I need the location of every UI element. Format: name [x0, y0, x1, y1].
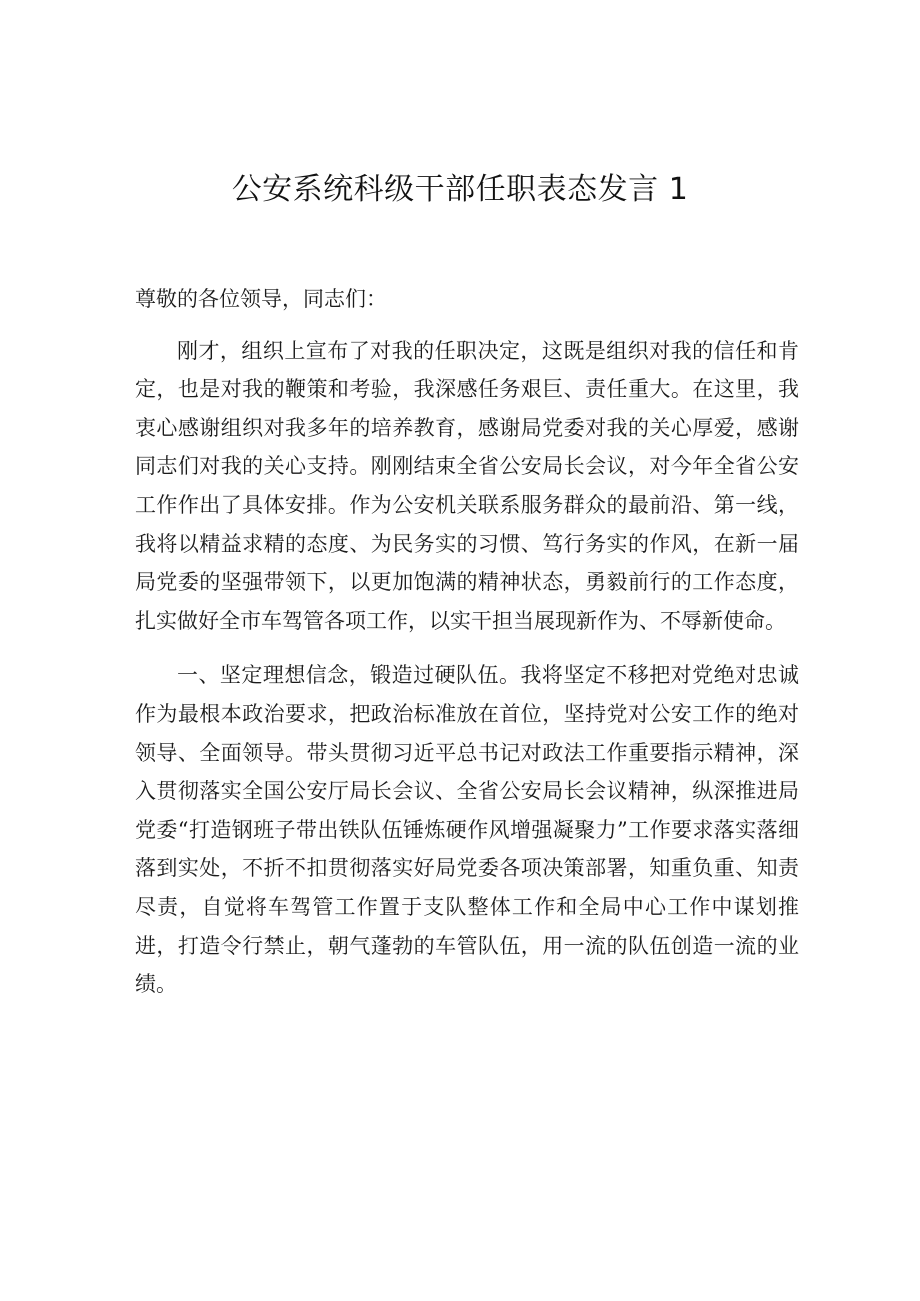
document-title: 公安系统科级干部任职表态发言 1 — [231, 172, 689, 207]
document-body — [135, 280, 799, 1020]
paragraph-section-one: 一、坚定理想信念，锻造过硬队伍。我将坚定不移把对党绝对忠诚作为最根本政治要求，把政治标准放在首位，坚持党对公安工作的绝对领导、全面领导。带头贯彻习近平总书记对政法工作重要指示精神，深入贯彻落实全国公安厅局长会议、全省公安局长会议精神，纵深推进局党委“打造钢班子带出铁队伍锤炼硬作风增强凝聚力”工作要求落实落细落到实处，不折不扣贯彻落实好局党委各项决策部署，知重负重、知责尽责，自觉将车驾管工作置于支队整体工作和全局中心工作中谋划推进，打造令行禁止，朝气蓬勃的车管队伍，用一流的队伍创造一流的业绩。 — [135, 663, 799, 997]
salutation: 尊敬的各位领导，同志们： — [135, 287, 387, 311]
paragraph-opening: 刚才，组织上宣布了对我的任职决定，这既是组织对我的信任和肯定，也是对我的鞭策和考验，我深感任务艰巨、责任重大。在这里，我衷心感谢组织对我多年的培养教育，感谢局党委对我的关心厚爱，感谢同志们对我的关心支持。刚刚结束全省公安局长会议，对今年全省公安工作作出了具体安排。作为公安机关联系服务群众的最前沿、第一线，我将以精益求精的态度、为民务实的习惯、笃行务实的作风，在新一届局党委的坚强带领下，以更加饱满的精神状态，勇毅前行的工作态度，扎实做好全市车驾管各项工作，以实干担当展现新作为、不辱新使命。 — [135, 338, 799, 633]
